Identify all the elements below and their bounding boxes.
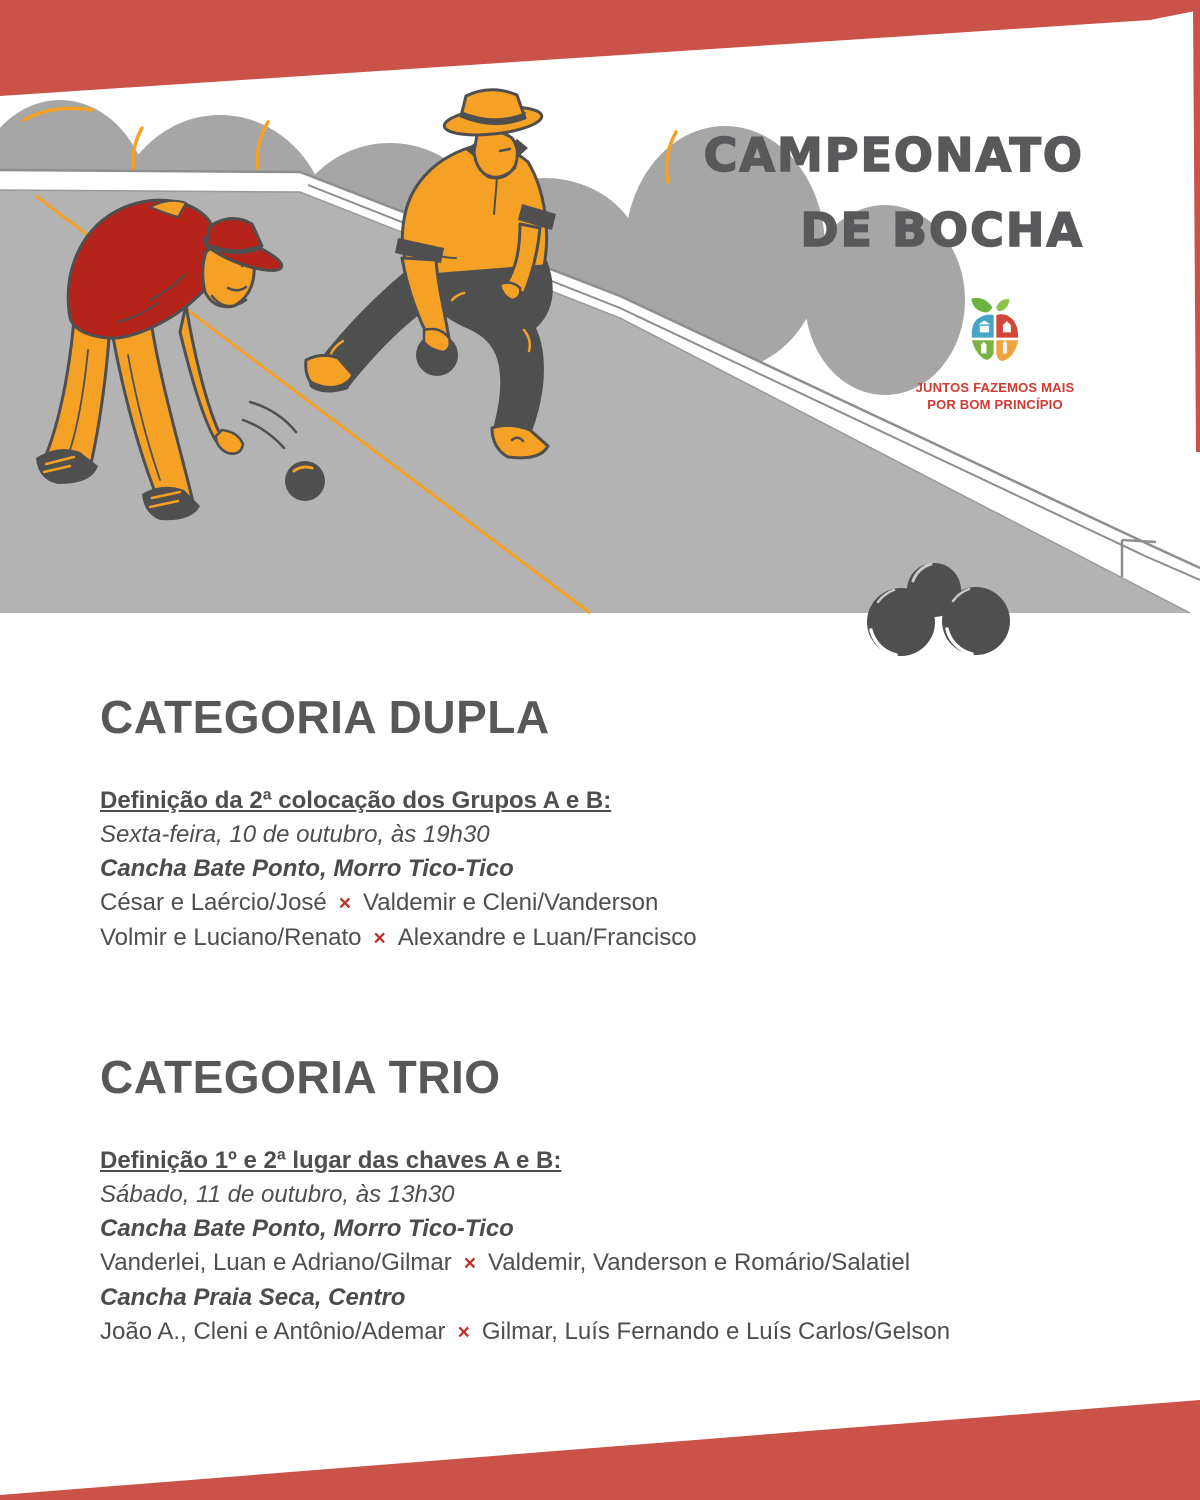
title-line-2: DE BOCHA — [800, 203, 1084, 257]
versus-x-icon: × — [338, 892, 352, 915]
definition-line: Definição 1º e 2ª lugar das chaves A e B: — [100, 1147, 562, 1174]
versus-x-icon: × — [463, 1252, 477, 1275]
venue-line: Cancha Bate Ponto, Morro Tico-Tico — [100, 1215, 514, 1242]
section-heading: CATEGORIA DUPLA — [100, 691, 550, 743]
section-categoria-trio — [100, 1052, 950, 1350]
title-line-1: CAMPEONATO — [703, 128, 1084, 182]
match-row — [100, 1315, 950, 1350]
logo-tagline-line-2: POR BOM PRINCÍPIO — [927, 397, 1063, 412]
datetime-line: Sexta-feira, 10 de outubro, às 19h30 — [100, 821, 490, 848]
section-categoria-dupla — [100, 692, 697, 956]
team-a: Volmir e Luciano/Renato — [100, 924, 362, 951]
match-row — [100, 886, 697, 921]
section-heading: CATEGORIA TRIO — [100, 1051, 501, 1103]
match-row — [100, 1246, 950, 1281]
team-b: Alexandre e Luan/Francisco — [397, 924, 697, 951]
match-row — [100, 921, 697, 956]
team-b: Valdemir, Vanderson e Romário/Salatiel — [488, 1249, 911, 1276]
versus-x-icon: × — [457, 1321, 470, 1344]
poster-title — [704, 118, 1084, 268]
bottom-red-band — [0, 1380, 1200, 1500]
datetime-line: Sábado, 11 de outubro, às 13h30 — [100, 1181, 455, 1208]
versus-x-icon: × — [373, 927, 386, 950]
team-a: João A., Cleni e Antônio/Ademar — [100, 1318, 446, 1345]
definition-line: Definição da 2ª colocação dos Grupos A e B: — [100, 787, 612, 814]
venue-line: Cancha Bate Ponto, Morro Tico-Tico — [100, 855, 514, 882]
team-b: Gilmar, Luís Fernando e Luís Carlos/Gelson — [481, 1318, 951, 1345]
apple-logo-icon — [962, 294, 1028, 372]
team-a: César e Laércio/José — [100, 889, 327, 916]
logo-tagline-line-1: JUNTOS FAZEMOS MAIS — [915, 380, 1075, 395]
city-logo — [882, 294, 1108, 413]
venue-line: Cancha Praia Seca, Centro — [100, 1284, 406, 1311]
team-b: Valdemir e Cleni/Vanderson — [363, 889, 659, 916]
team-a: Vanderlei, Luan e Adriano/Gilmar — [100, 1249, 452, 1276]
